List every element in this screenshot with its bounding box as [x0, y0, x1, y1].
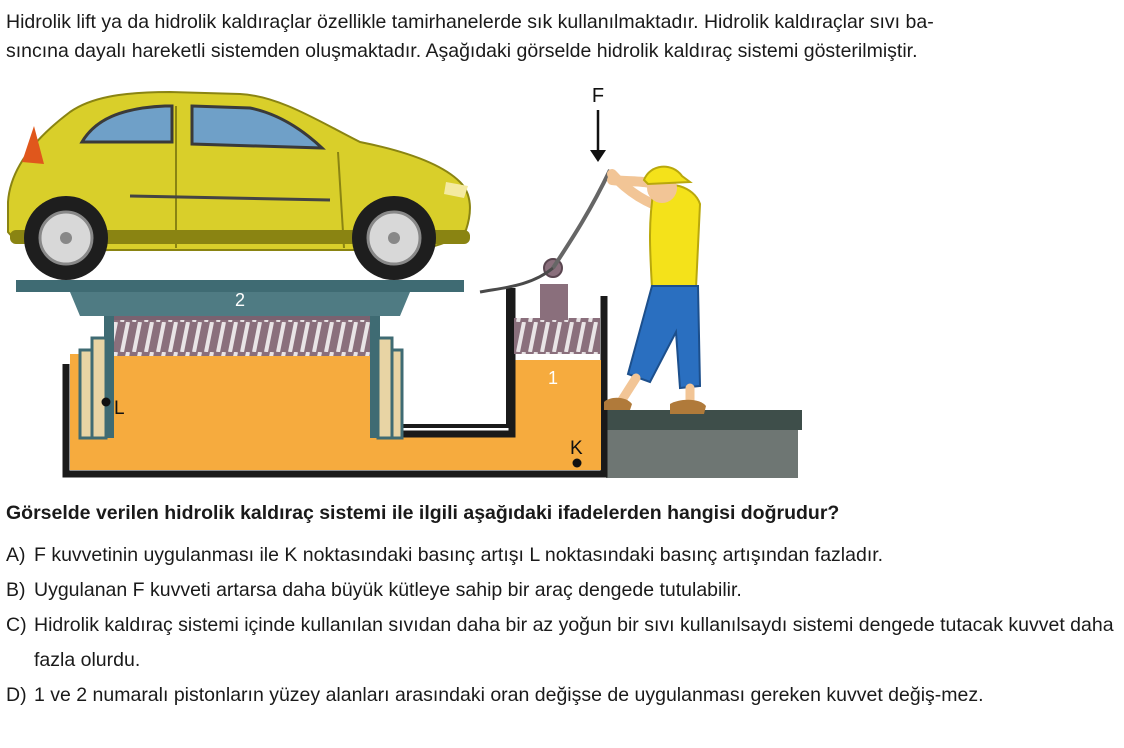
point-k-label: K	[570, 438, 583, 459]
option-a[interactable]	[6, 538, 1118, 573]
lever-handle	[480, 170, 610, 292]
force-arrow	[590, 85, 606, 162]
hydraulic-lift-figure	[0, 82, 820, 484]
option-d[interactable]	[6, 678, 1118, 713]
question-text: Görselde verilen hidrolik kaldıraç sistemi ile ilgili aşağıdaki ifadelerden hangisi doğrudur?	[6, 502, 840, 524]
intro-line-1: Hidrolik lift ya da hidrolik kaldıraçlar özellikle tamirhanelerde sık kullanılmaktadır. Hidrolik kaldıraçlar sıvı ba-	[6, 11, 934, 33]
ground-block	[606, 410, 802, 478]
fluid-channel	[402, 434, 512, 470]
piston-2-label: 2	[234, 290, 246, 310]
point-l-label: L	[114, 398, 125, 419]
car	[8, 92, 470, 280]
option-text: Uygulanan F kuvveti artarsa daha büyük kütleye sahip bir araç dengede tutulabilir.	[34, 579, 742, 601]
option-letter: B)	[6, 579, 26, 601]
force-label: F	[591, 85, 605, 107]
option-letter: C)	[6, 614, 27, 636]
option-letter: A)	[6, 544, 26, 566]
option-text: F kuvvetinin uygulanması ile K noktasındaki basınç artışı L noktasındaki basınç artışından fazladır.	[34, 544, 884, 566]
piston-1-label: 1	[547, 368, 559, 388]
option-c[interactable]	[6, 608, 1118, 678]
option-text: 1 ve 2 numaralı pistonların yüzey alanları arasındaki oran değişse de uygulanması gereken kuvvet değiş-mez.	[34, 684, 984, 706]
car-front-wheel	[352, 196, 436, 280]
intro-paragraph	[6, 8, 1118, 66]
option-text: Hidrolik kaldıraç sistemi içinde kullanılan sıvıdan daha bir az yoğun bir sıvı kullanılsaydı sistemi dengede tutacak kuvvet daha fazla olurdu.	[34, 614, 1114, 671]
intro-line-2: sıncına dayalı hareketli sistemden oluşmaktadır. Aşağıdaki görselde hidrolik kaldıraç sistemi gösterilmiştir.	[6, 40, 918, 62]
option-letter: D)	[6, 684, 27, 706]
car-rear-wheel	[24, 196, 108, 280]
answer-options	[6, 538, 1118, 713]
worker	[604, 167, 706, 414]
option-b[interactable]	[6, 573, 1118, 608]
lift-platform	[16, 280, 464, 316]
